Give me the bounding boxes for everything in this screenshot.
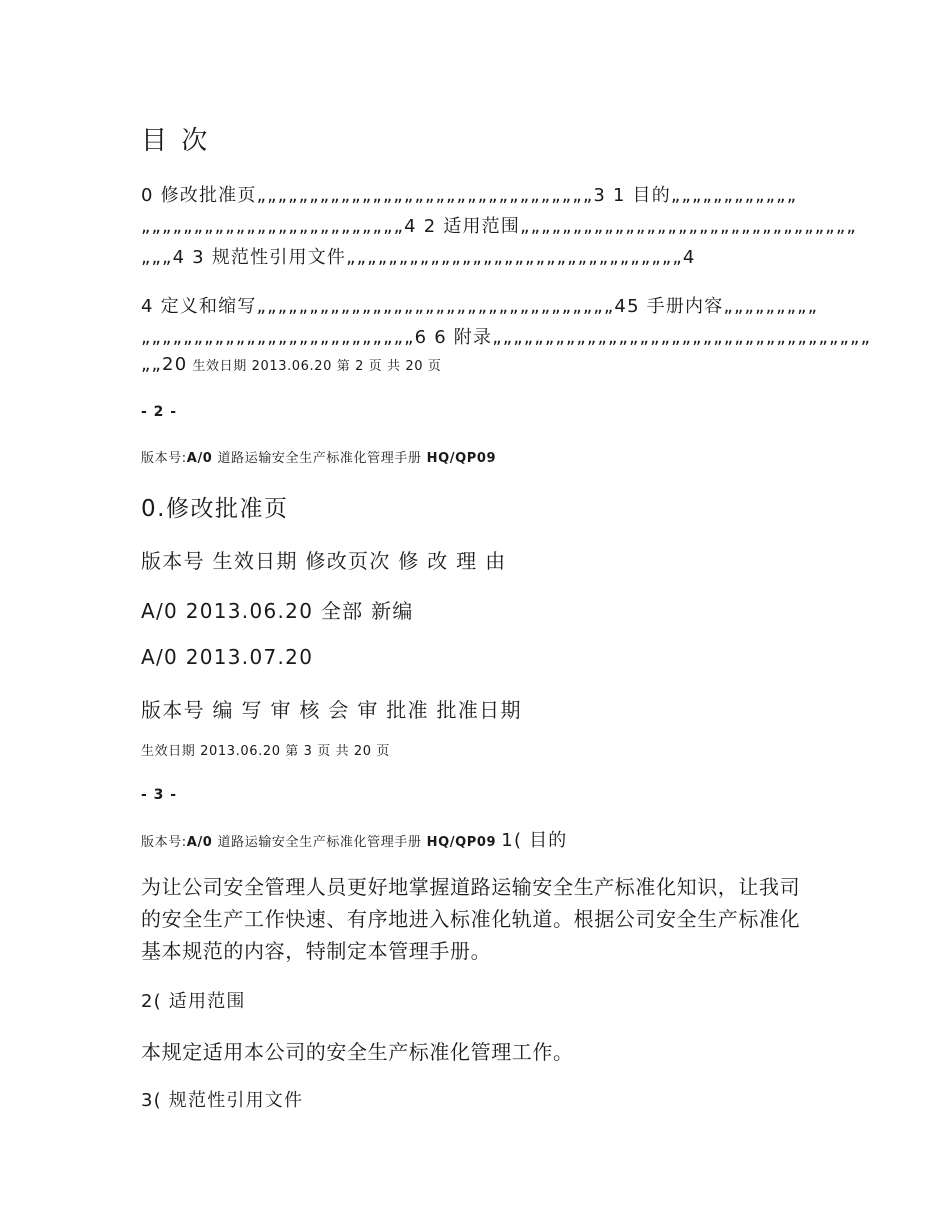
signoff-header: 版本号 编 写 审 核 会 审 批准 批准日期 (141, 698, 522, 722)
approval-table-header: 版本号 生效日期 修改页次 修 改 理 由 (141, 549, 507, 573)
header-manual-title: 道路运输安全生产标准化管理手册 (217, 451, 422, 466)
section-heading: 2( 适用范围 (141, 991, 246, 1012)
paragraph-line: 基本规范的内容，特制定本管理手册。 (141, 939, 492, 963)
toc-line: „„„„„„„„„„„„„„„„„„„„„„„„„„6 6 附录„„„„„„„„„„„„„„„„„„„„„„„„„„„„„„„„„„„„ (141, 327, 872, 348)
purpose-paragraph (141, 871, 813, 967)
page-footer: 生效日期 2013.06.20 第 3 页 共 20 页 (141, 744, 390, 759)
toc-line: „„„„„„„„„„„„„„„„„„„„„„„„„4 2 适用范围„„„„„„„„„„„„„„„„„„„„„„„„„„„„„„„„ (141, 216, 857, 237)
page-number: - 2 - (141, 404, 178, 420)
approval-row: A/0 2013.06.20 全部 新编 (141, 599, 414, 623)
paragraph-line: 为让公司安全管理人员更好地掌握道路运输安全生产标准化知识，让我司 (141, 875, 801, 899)
running-header (141, 447, 496, 466)
toc-line: 4 定义和缩写„„„„„„„„„„„„„„„„„„„„„„„„„„„„„„„„„„45 手册内容„„„„„„„„„ (141, 296, 819, 317)
header-version: A/0 (186, 451, 213, 466)
toc-line: „„20 (141, 354, 188, 375)
header-version: A/0 (186, 835, 213, 850)
toc-line: „„„4 3 规范性引用文件„„„„„„„„„„„„„„„„„„„„„„„„„„„„„„„„4 (141, 247, 696, 268)
section-heading: 3( 规范性引用文件 (141, 1090, 304, 1111)
header-code: HQ/QP09 (426, 451, 497, 466)
paragraph-line: 的安全生产工作快速、有序地进入标准化轨道。根据公司安全生产标准化 (141, 907, 801, 931)
section-heading: 1( 目的 (501, 830, 568, 851)
toc-title: 目 次 (141, 126, 211, 156)
approval-row: A/0 2013.07.20 (141, 645, 314, 669)
toc-last-line (141, 354, 441, 375)
header-prefix: 版本号: (141, 451, 187, 466)
running-header (141, 826, 568, 852)
page-footer: 生效日期 2013.06.20 第 2 页 共 20 页 (192, 359, 442, 374)
section-title: 0.修改批准页 (141, 496, 289, 522)
scope-paragraph: 本规定适用本公司的安全生产标准化管理工作。 (141, 1040, 574, 1064)
toc-line: 0 修改批准页„„„„„„„„„„„„„„„„„„„„„„„„„„„„„„„„3 1 目的„„„„„„„„„„„„ (141, 185, 798, 206)
header-manual-title: 道路运输安全生产标准化管理手册 (217, 835, 422, 850)
header-code: HQ/QP09 (426, 835, 497, 850)
page-number: - 3 - (141, 787, 178, 803)
header-prefix: 版本号: (141, 835, 187, 850)
